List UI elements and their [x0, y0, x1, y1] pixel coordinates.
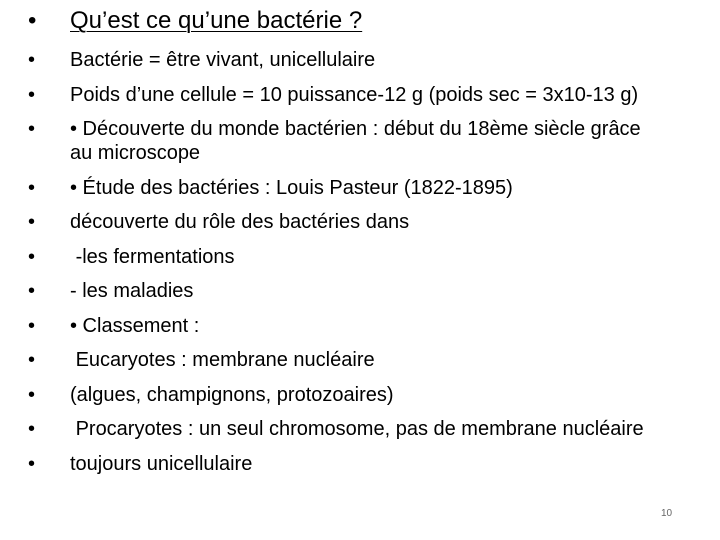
- bullet-text: Eucaryotes : membrane nucléaire: [70, 349, 375, 371]
- bullet-text: - les maladies: [70, 280, 194, 302]
- bullet-item: [28, 210, 668, 234]
- bullet-symbol: •: [28, 383, 36, 406]
- bullet-text: découverte du rôle des bactéries dans: [70, 211, 410, 233]
- bullet-text: (algues, champignons, protozoaires): [70, 383, 394, 406]
- title-row: [28, 4, 362, 38]
- slide-title: Qu’est ce qu’une bactérie ?: [70, 7, 363, 34]
- bullet-text: • Classement :: [70, 314, 200, 337]
- bullet-text: • Étude des bactéries : Louis Pasteur (1822-1895): [70, 176, 513, 199]
- bullet-item: [28, 452, 668, 476]
- bullet-symbol: •: [28, 452, 36, 475]
- bullet-text: -les fermentations: [70, 245, 235, 268]
- bullet-symbol: •: [28, 118, 36, 140]
- bullet-symbol: •: [28, 176, 36, 199]
- bullet-item: [28, 48, 668, 72]
- title-bullet: •: [28, 7, 37, 34]
- bullet-item: [28, 117, 668, 165]
- bullet-list: [28, 48, 668, 486]
- bullet-item: [28, 245, 668, 269]
- bullet-text: • Découverte du monde bactérien : début du 18ème siècle grâce au microscope: [70, 118, 647, 164]
- bullet-symbol: •: [28, 245, 36, 268]
- bullet-item: [28, 314, 668, 338]
- bullet-symbol: •: [28, 49, 36, 71]
- bullet-item: [28, 417, 668, 441]
- page-number: 10: [661, 508, 673, 519]
- bullet-symbol: •: [28, 211, 36, 233]
- bullet-symbol: •: [28, 83, 36, 106]
- bullet-item: [28, 279, 668, 303]
- bullet-text: Bactérie = être vivant, unicellulaire: [70, 49, 376, 71]
- bullet-item: [28, 83, 668, 107]
- bullet-text: Procaryotes : un seul chromosome, pas de membrane nucléaire: [70, 418, 644, 440]
- bullet-text: toujours unicellulaire: [70, 452, 253, 475]
- bullet-symbol: •: [28, 418, 36, 440]
- bullet-item: [28, 383, 668, 407]
- bullet-symbol: •: [28, 280, 36, 302]
- bullet-symbol: •: [28, 349, 36, 371]
- bullet-text: Poids d’une cellule = 10 puissance-12 g (poids sec = 3x10-13 g): [70, 83, 639, 106]
- bullet-symbol: •: [28, 314, 36, 337]
- bullet-item: [28, 176, 668, 200]
- bullet-item: [28, 348, 668, 372]
